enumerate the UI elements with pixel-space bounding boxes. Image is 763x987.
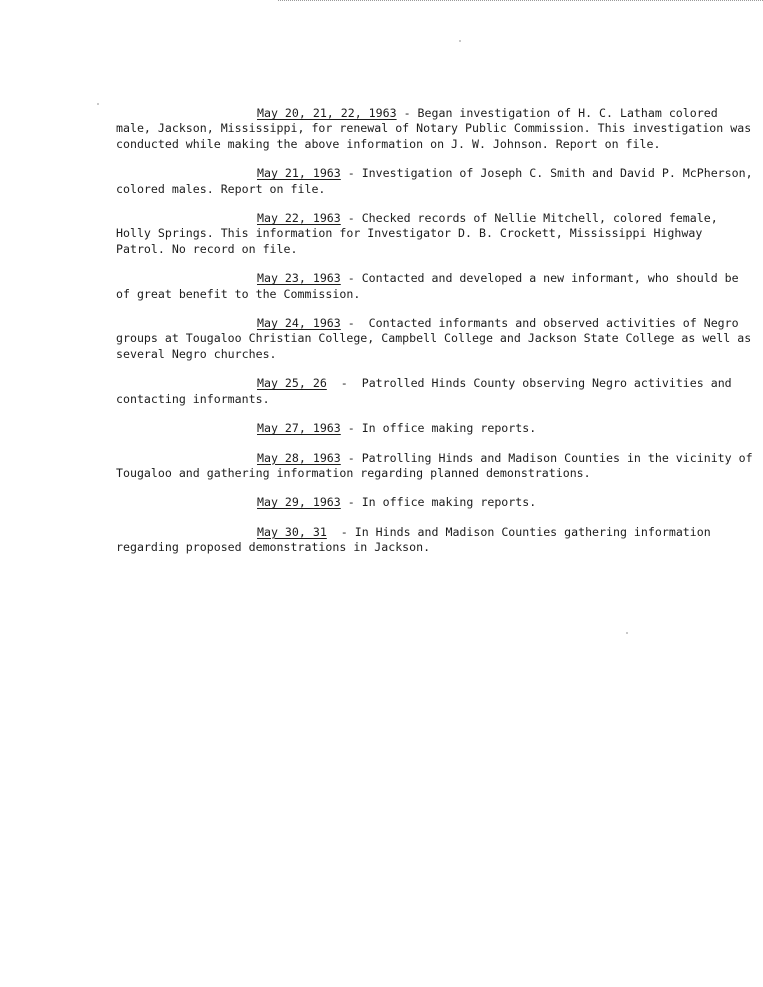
log-entry bbox=[116, 421, 756, 436]
log-entry bbox=[116, 211, 756, 257]
scan-speck bbox=[626, 632, 628, 634]
entry-text: - Began investigation of H. C. Latham colored male, Jackson, Mississippi, for renewal of Notary Public Commission. This investigation was conducted while making the above information on J. W. Johnson. Report on file. bbox=[116, 106, 759, 151]
entry-date: May 24, 1963 bbox=[257, 316, 341, 331]
entry-text: - In office making reports. bbox=[340, 421, 537, 436]
entry-date: May 20, 21, 22, 1963 bbox=[257, 106, 397, 120]
scan-speck bbox=[459, 40, 461, 42]
entry-date: May 29, 1963 bbox=[257, 495, 341, 510]
entry-date: May 27, 1963 bbox=[257, 421, 341, 436]
log-entry bbox=[116, 525, 756, 556]
entry-text: - Investigation of Joseph C. Smith and David P. McPherson, colored males. Report on file. bbox=[116, 166, 760, 196]
log-entry bbox=[116, 450, 760, 482]
entry-text: - Patrolled Hinds County observing Negro activities and contacting informants. bbox=[116, 376, 739, 406]
entry-date: May 22, 1963 bbox=[257, 211, 341, 226]
log-entry bbox=[116, 316, 759, 362]
entry-date: May 25, 26 bbox=[257, 376, 327, 391]
log-entry bbox=[116, 106, 759, 152]
entry-text: - Checked records of Nellie Mitchell, colored female, Holly Springs. This information for Investigator D. B. Crockett, Mississippi Highway Patrol. No record on file. bbox=[116, 211, 725, 256]
scan-top-edge bbox=[278, 0, 763, 1]
entry-date: May 21, 1963 bbox=[257, 166, 341, 181]
log-entry bbox=[116, 376, 756, 407]
entry-date: May 30, 31 bbox=[257, 524, 327, 539]
entry-text: - Patrolling Hinds and Madison Counties in the vicinity of Tougaloo and gathering information regarding planned demonstrations. bbox=[116, 450, 760, 480]
activity-log bbox=[116, 106, 760, 570]
entry-text: - Contacted and developed a new informant, who should be of great benefit to the Commission. bbox=[116, 271, 746, 301]
entry-text: - Contacted informants and observed activities of Negro groups at Tougaloo Christian College, Campbell College and Jackson State College as well as several Negro churches. bbox=[116, 316, 759, 361]
log-entry bbox=[116, 495, 756, 510]
entry-date: May 23, 1963 bbox=[257, 271, 341, 286]
entry-text: - In Hinds and Madison Counties gathering information regarding proposed demonstrations in Jackson. bbox=[116, 524, 718, 555]
log-entry bbox=[116, 166, 760, 197]
entry-date: May 28, 1963 bbox=[257, 450, 341, 465]
scan-speck bbox=[97, 103, 99, 105]
entry-text: - In office making reports. bbox=[340, 495, 537, 510]
log-entry bbox=[116, 271, 756, 302]
